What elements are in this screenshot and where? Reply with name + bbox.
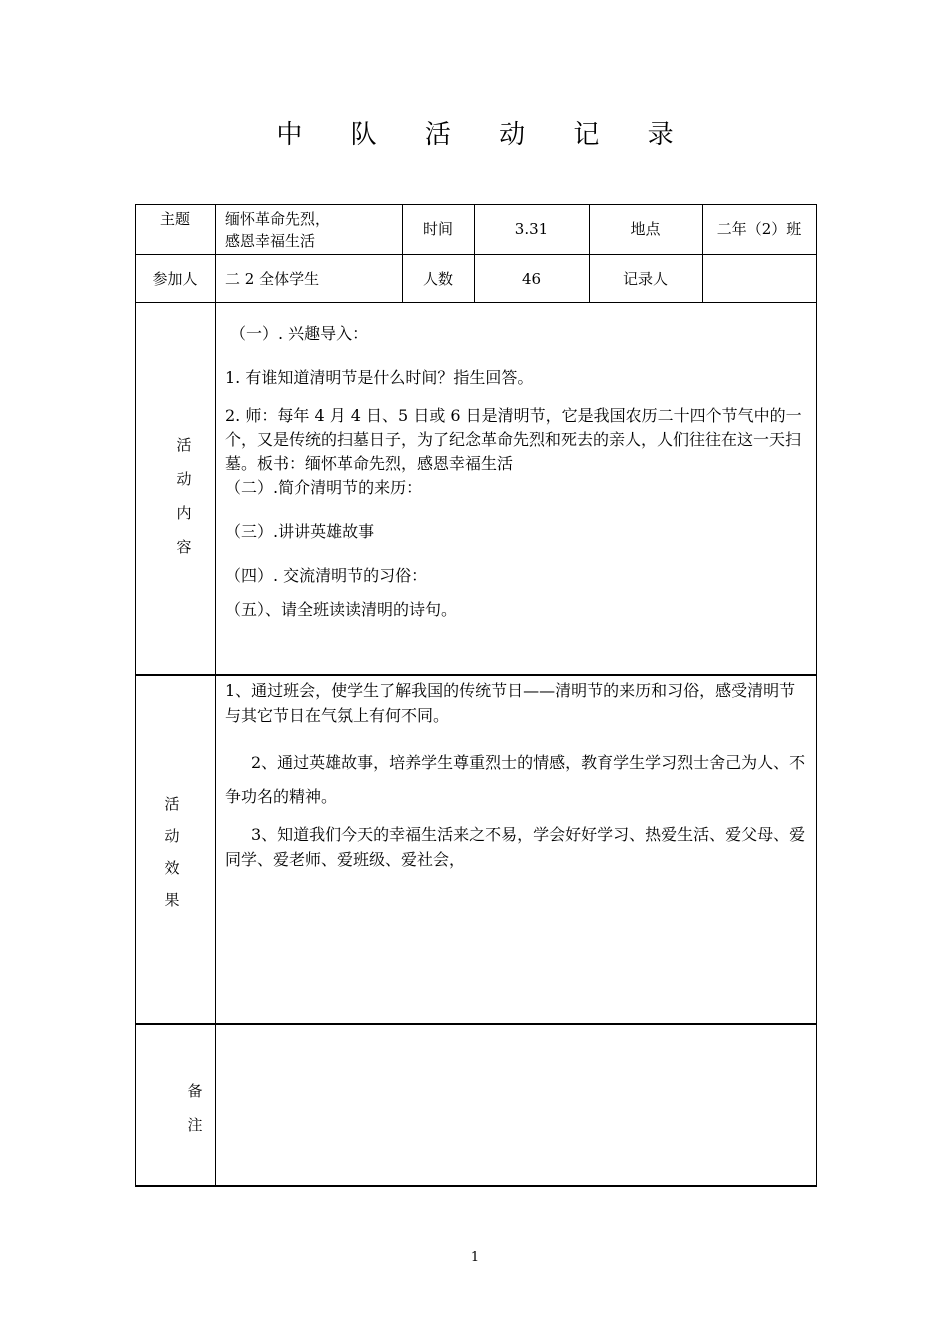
participants-label: 参加人 xyxy=(152,270,198,288)
row-divider xyxy=(135,1023,817,1025)
row-divider xyxy=(135,254,817,255)
activity-effect-body xyxy=(225,678,810,872)
label-char: 动 xyxy=(176,470,192,488)
content-item: （四）. 交流清明节的习俗： xyxy=(225,566,428,585)
label-char: 果 xyxy=(164,891,180,909)
place-value: 二年（2）班 xyxy=(716,220,802,238)
remarks-label xyxy=(181,1074,209,1142)
effect-item: 1、通过班会，使学生了解我国的传统节日——清明节的来历和习俗，感受清明节与其它节日在气氛上有何不同。 xyxy=(225,681,796,725)
row-divider xyxy=(135,302,817,303)
theme-label: 主题 xyxy=(159,210,190,228)
page-number: 1 xyxy=(470,1250,480,1265)
table-border-top xyxy=(135,204,817,205)
theme-value xyxy=(225,209,400,251)
participants-value: 二 2 全体学生 xyxy=(225,270,320,288)
row-divider xyxy=(135,674,817,676)
label-char: 动 xyxy=(164,827,180,845)
theme-value-line: 缅怀革命先烈， xyxy=(225,210,331,228)
content-item: （五）、请全班读读清明的诗句。 xyxy=(225,600,458,619)
table-border-right xyxy=(816,204,817,1187)
time-label: 时间 xyxy=(422,220,453,238)
label-char: 活 xyxy=(164,795,180,813)
count-value: 46 xyxy=(521,270,542,288)
label-char: 注 xyxy=(187,1116,203,1134)
activity-content-label xyxy=(170,428,198,564)
label-char: 内 xyxy=(176,504,192,522)
activity-effect-label xyxy=(158,788,186,916)
place-label: 地点 xyxy=(630,220,661,238)
theme-value-line: 感恩幸福生活 xyxy=(225,232,316,250)
content-item: （二）.简介清明节的来历： xyxy=(225,478,423,497)
table-border-bottom xyxy=(135,1185,817,1187)
label-char: 容 xyxy=(176,538,192,556)
activity-content-body xyxy=(225,322,810,622)
content-item: （三）.讲讲英雄故事 xyxy=(225,522,375,541)
time-value: 3.31 xyxy=(514,220,549,238)
content-item: 2. 师：每年 4 月 4 日、5 日或 6 日是清明节，它是我国农历二十四个节气中的一个，又是传统的扫墓日子，为了纪念革命先烈和死去的亲人，人们往往在这一天扫墓。板书：缅怀革命先烈，感恩幸福生活 xyxy=(225,406,802,473)
label-char: 效 xyxy=(164,859,180,877)
label-char: 活 xyxy=(176,436,192,454)
effect-item: 3、知道我们今天的幸福生活来之不易，学会好好学习、热爱生活、爱父母、爱同学、爱老师、爱班级、爱社会， xyxy=(225,825,806,869)
effect-item: 2、通过英雄故事，培养学生尊重烈士的情感，教育学生学习烈士舍己为人、不争功名的精神。 xyxy=(225,753,806,806)
label-char: 备 xyxy=(187,1082,203,1100)
recorder-label: 记录人 xyxy=(622,270,668,288)
column-divider xyxy=(215,204,216,1187)
content-item: 1. 有谁知道清明节是什么时间？指生回答。 xyxy=(225,368,534,387)
page-title: 中 队 活 动 记 录 xyxy=(276,120,694,150)
table-border-left xyxy=(135,204,136,1187)
content-item: （一）. 兴趣导入： xyxy=(230,324,369,343)
count-label: 人数 xyxy=(422,270,453,288)
